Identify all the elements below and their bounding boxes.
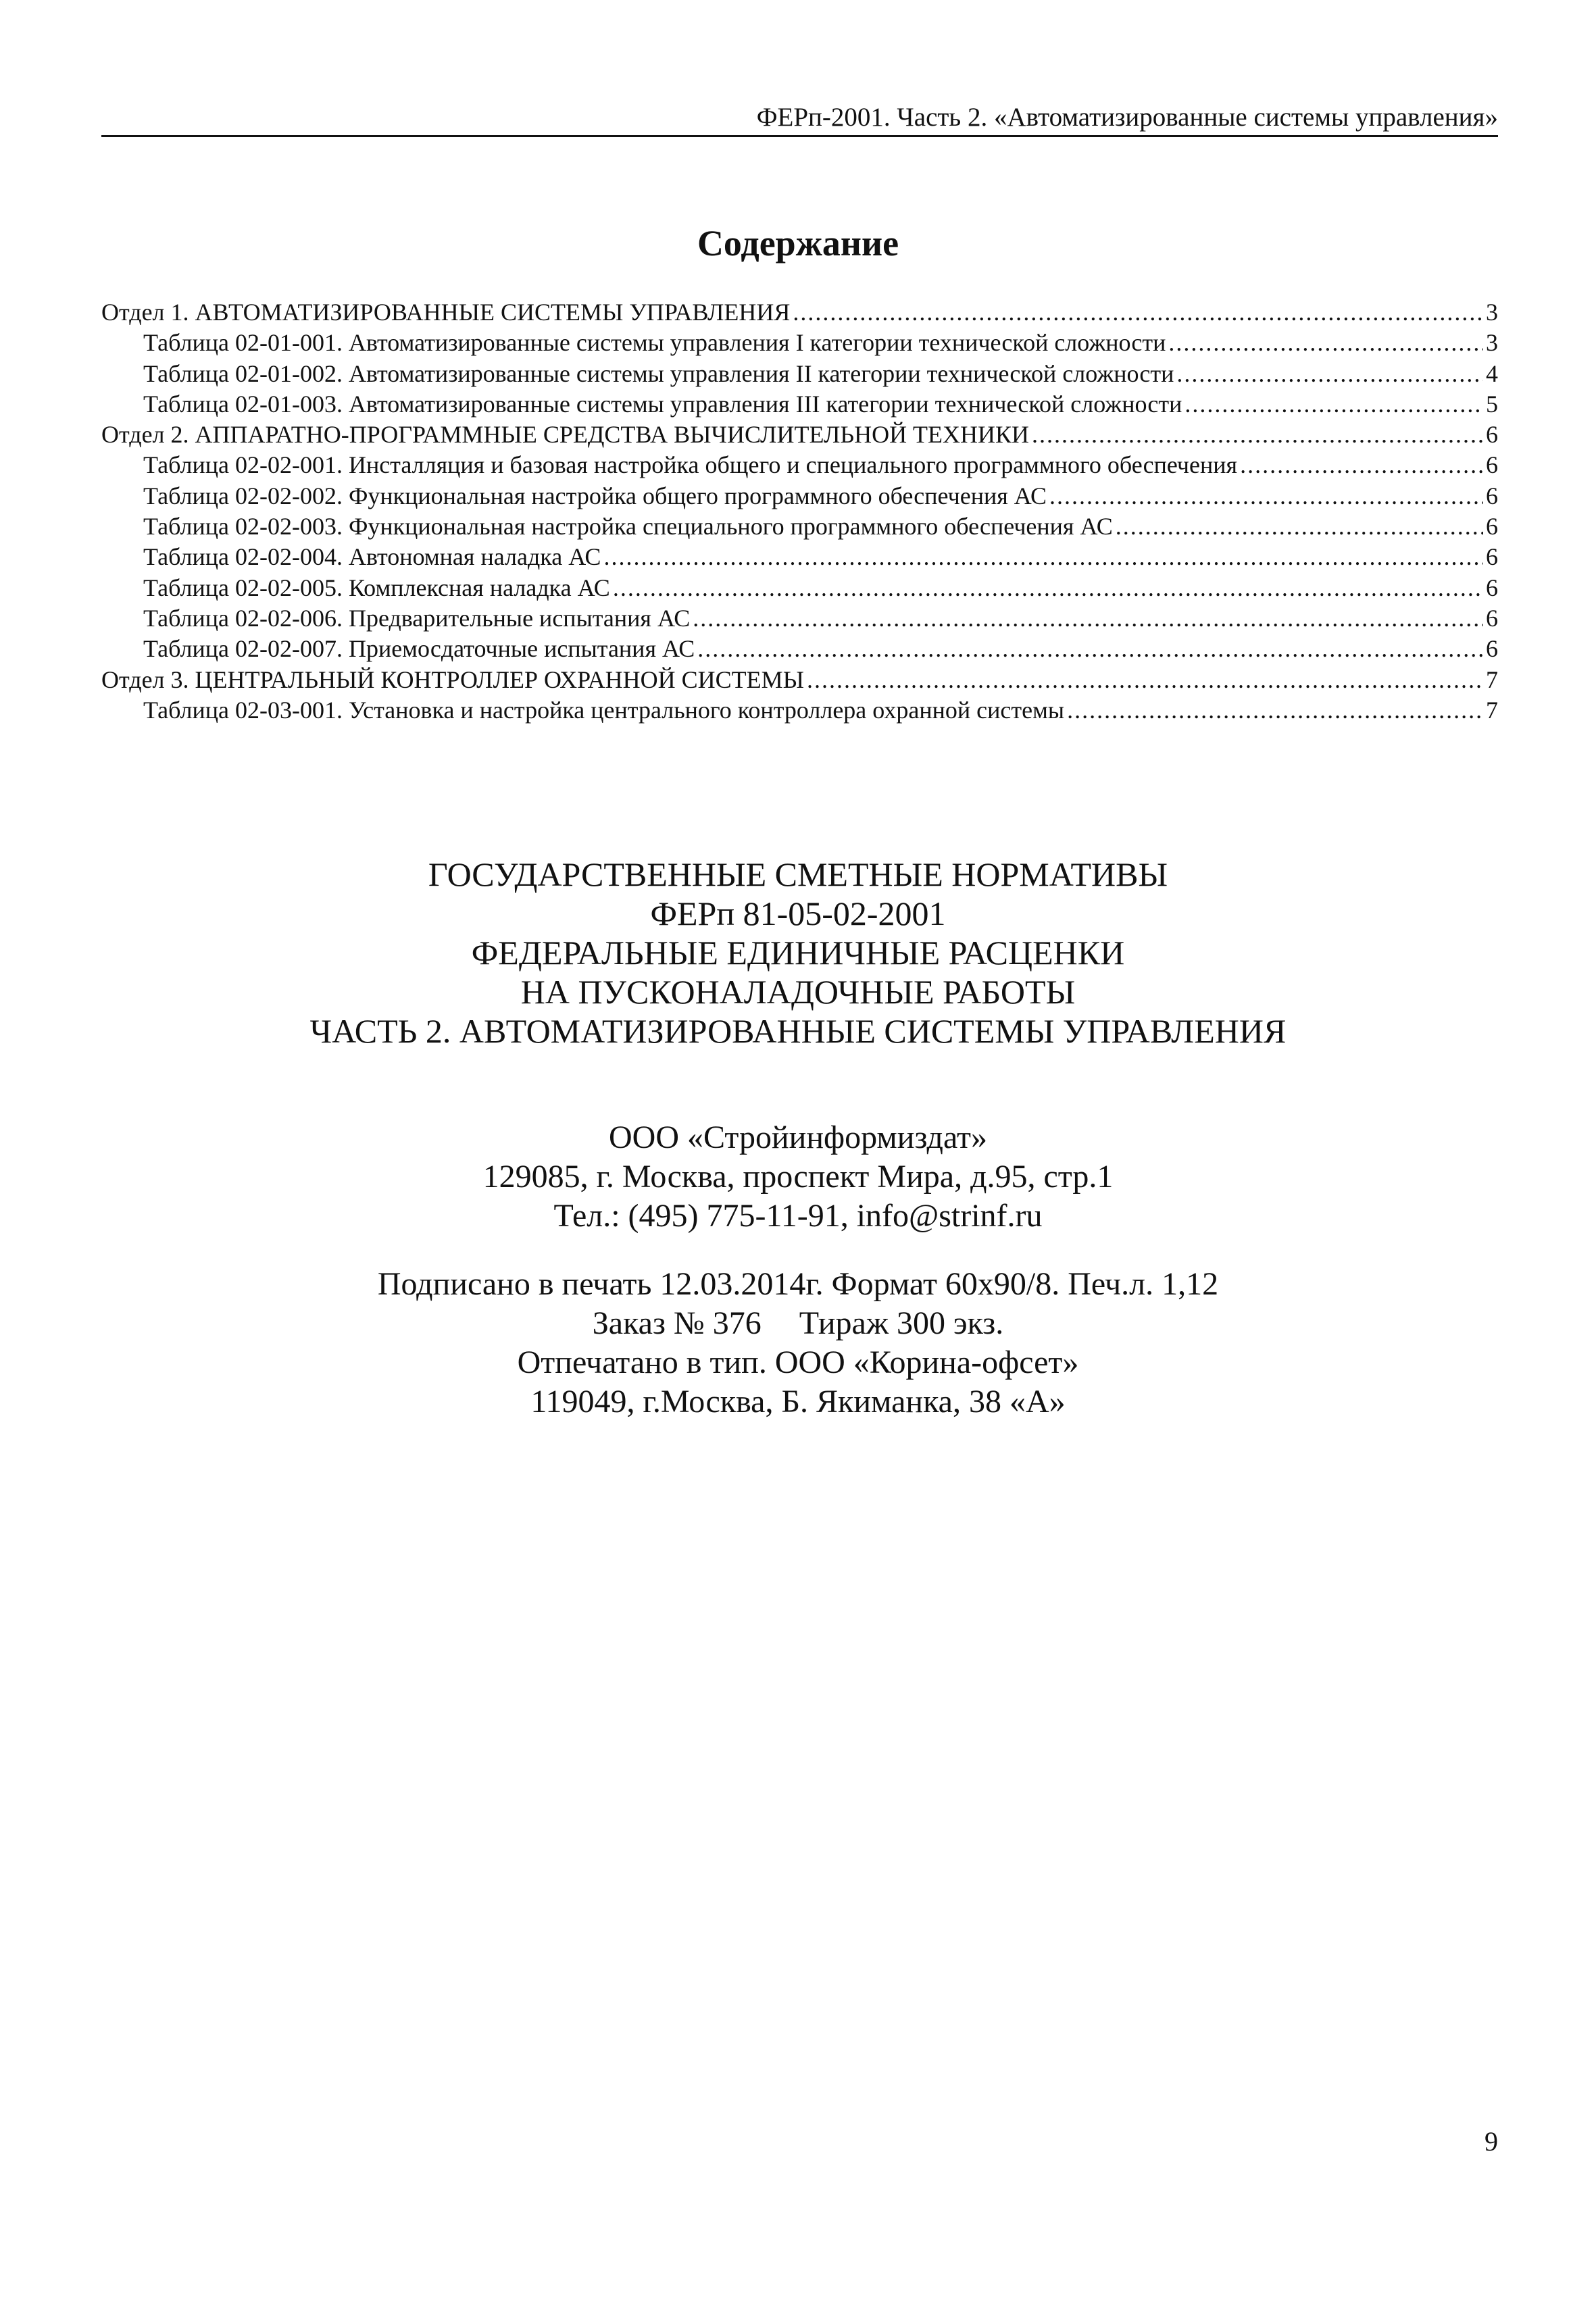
publisher-address: 129085, г. Москва, проспект Мира, д.95, стр.1 bbox=[482, 1159, 1114, 1194]
toc-entry-label: Отдел 3. ЦЕНТРАЛЬНЫЙ КОНТРОЛЛЕР ОХРАННОЙ СИСТЕМЫ bbox=[101, 665, 804, 693]
toc-entry-page: 6 bbox=[1486, 451, 1498, 479]
title-line: ФЕДЕРАЛЬНЫЕ ЕДИНИЧНЫЕ РАСЦЕНКИ bbox=[471, 934, 1125, 972]
order-run-line bbox=[0, 1304, 1596, 1343]
order-number: Заказ № 376 bbox=[592, 1305, 762, 1341]
toc-entry[interactable] bbox=[101, 359, 1498, 389]
toc-entry-label: Таблица 02-01-001. Автоматизированные системы управления I категории технической сложности bbox=[143, 329, 1166, 357]
page-number: 9 bbox=[1485, 2126, 1498, 2157]
toc-leader-dots bbox=[1116, 511, 1483, 542]
toc-entry-label: Таблица 02-01-002. Автоматизированные системы управления II категории технической сложности bbox=[143, 359, 1174, 387]
toc-entry-label: Таблица 02-03-001. Установка и настройка центрального контроллера охранной системы bbox=[143, 696, 1065, 724]
toc-leader-dots bbox=[1067, 695, 1483, 726]
toc-entry-page: 3 bbox=[1486, 299, 1498, 326]
print-run: Тираж 300 экз. bbox=[799, 1305, 1004, 1341]
toc-leader-dots bbox=[1049, 481, 1483, 511]
toc-entry[interactable] bbox=[101, 389, 1498, 420]
toc-entry-page: 6 bbox=[1486, 574, 1498, 601]
toc-leader-dots bbox=[1176, 359, 1483, 389]
printed-at-line: Отпечатано в тип. ООО «Корина-офсет» bbox=[517, 1344, 1079, 1380]
toc-entry-label: Отдел 1. АВТОМАТИЗИРОВАННЫЕ СИСТЕМЫ УПРАВЛЕНИЯ bbox=[101, 299, 791, 326]
toc-entry[interactable] bbox=[101, 603, 1498, 634]
toc-entry-page: 6 bbox=[1486, 604, 1498, 632]
toc-entry[interactable] bbox=[101, 634, 1498, 664]
toc-leader-dots bbox=[1168, 328, 1483, 358]
toc-leader-dots bbox=[1184, 389, 1483, 420]
print-signed-line: Подписано в печать 12.03.2014г. Формат 60x90/8. Печ.л. 1,12 bbox=[377, 1266, 1219, 1302]
toc-entry-label: Таблица 02-01-003. Автоматизированные системы управления III категории технической сложности bbox=[143, 390, 1182, 418]
toc-leader-dots bbox=[613, 573, 1483, 603]
publisher-name: ООО «Стройинформиздат» bbox=[609, 1120, 987, 1155]
toc-entry[interactable] bbox=[101, 297, 1498, 328]
title-line: ЧАСТЬ 2. АВТОМАТИЗИРОВАННЫЕ СИСТЕМЫ УПРАВЛЕНИЯ bbox=[309, 1012, 1287, 1050]
toc-entry[interactable] bbox=[101, 695, 1498, 726]
toc-leader-dots bbox=[1240, 450, 1483, 480]
toc-entry[interactable] bbox=[101, 573, 1498, 603]
normative-title-block bbox=[0, 855, 1596, 1051]
toc-leader-dots bbox=[697, 634, 1483, 664]
toc-entry-page: 4 bbox=[1486, 359, 1498, 387]
toc-entry-page: 6 bbox=[1486, 513, 1498, 540]
toc-entry[interactable] bbox=[101, 420, 1498, 450]
publisher-block bbox=[0, 1118, 1596, 1236]
toc-title: Содержание bbox=[697, 223, 899, 263]
title-line: ГОСУДАРСТВЕННЫЕ СМЕТНЫЕ НОРМАТИВЫ bbox=[428, 855, 1168, 893]
title-line: ФЕРп 81-05-02-2001 bbox=[650, 895, 946, 932]
toc-entry[interactable] bbox=[101, 481, 1498, 511]
toc-entry-page: 6 bbox=[1486, 421, 1498, 449]
title-line: НА ПУСКОНАЛАДОЧНЫЕ РАБОТЫ bbox=[520, 973, 1076, 1011]
toc-entry-page: 3 bbox=[1486, 329, 1498, 357]
toc-entry-label: Таблица 02-02-006. Предварительные испытания АС bbox=[143, 604, 691, 632]
toc-leader-dots bbox=[793, 297, 1483, 328]
toc-entry-label: Таблица 02-02-004. Автономная наладка АС bbox=[143, 543, 601, 571]
toc-entry-label: Таблица 02-02-003. Функциональная настройка специального программного обеспечения АС bbox=[143, 513, 1113, 540]
toc-entry-label: Отдел 2. АППАРАТНО-ПРОГРАММНЫЕ СРЕДСТВА ВЫЧИСЛИТЕЛЬНОЙ ТЕХНИКИ bbox=[101, 421, 1030, 449]
toc-entry[interactable] bbox=[101, 450, 1498, 480]
toc-entry[interactable] bbox=[101, 511, 1498, 542]
toc-entry-page: 6 bbox=[1486, 635, 1498, 663]
toc-entry-label: Таблица 02-02-002. Функциональная настройка общего программного обеспечения АС bbox=[143, 482, 1047, 509]
toc-leader-dots bbox=[807, 665, 1483, 695]
toc-entry-label: Таблица 02-02-007. Приемосдаточные испытания АС bbox=[143, 635, 695, 663]
table-of-contents bbox=[101, 297, 1498, 726]
toc-leader-dots bbox=[603, 542, 1483, 572]
print-details-block bbox=[0, 1265, 1596, 1422]
toc-entry[interactable] bbox=[101, 542, 1498, 572]
running-header: ФЕРп-2001. Часть 2. «Автоматизированные системы управления» bbox=[756, 103, 1498, 132]
toc-entry-label: Таблица 02-02-001. Инсталляция и базовая настройка общего и специального программного обеспечения bbox=[143, 451, 1238, 479]
toc-entry-page: 6 bbox=[1486, 482, 1498, 509]
toc-leader-dots bbox=[1032, 420, 1483, 450]
toc-entry[interactable] bbox=[101, 328, 1498, 358]
toc-entry-label: Таблица 02-02-005. Комплексная наладка АС bbox=[143, 574, 610, 601]
header-rule bbox=[101, 135, 1498, 137]
toc-entry-page: 6 bbox=[1486, 543, 1498, 571]
toc-entry-page: 7 bbox=[1486, 665, 1498, 693]
toc-entry[interactable] bbox=[101, 665, 1498, 695]
toc-leader-dots bbox=[693, 603, 1483, 634]
printer-address-line: 119049, г.Москва, Б. Якиманка, 38 «А» bbox=[530, 1384, 1066, 1419]
toc-entry-page: 7 bbox=[1486, 696, 1498, 724]
publisher-contacts: Тел.: (495) 775-11-91, info@strinf.ru bbox=[553, 1198, 1043, 1234]
toc-entry-page: 5 bbox=[1486, 390, 1498, 418]
